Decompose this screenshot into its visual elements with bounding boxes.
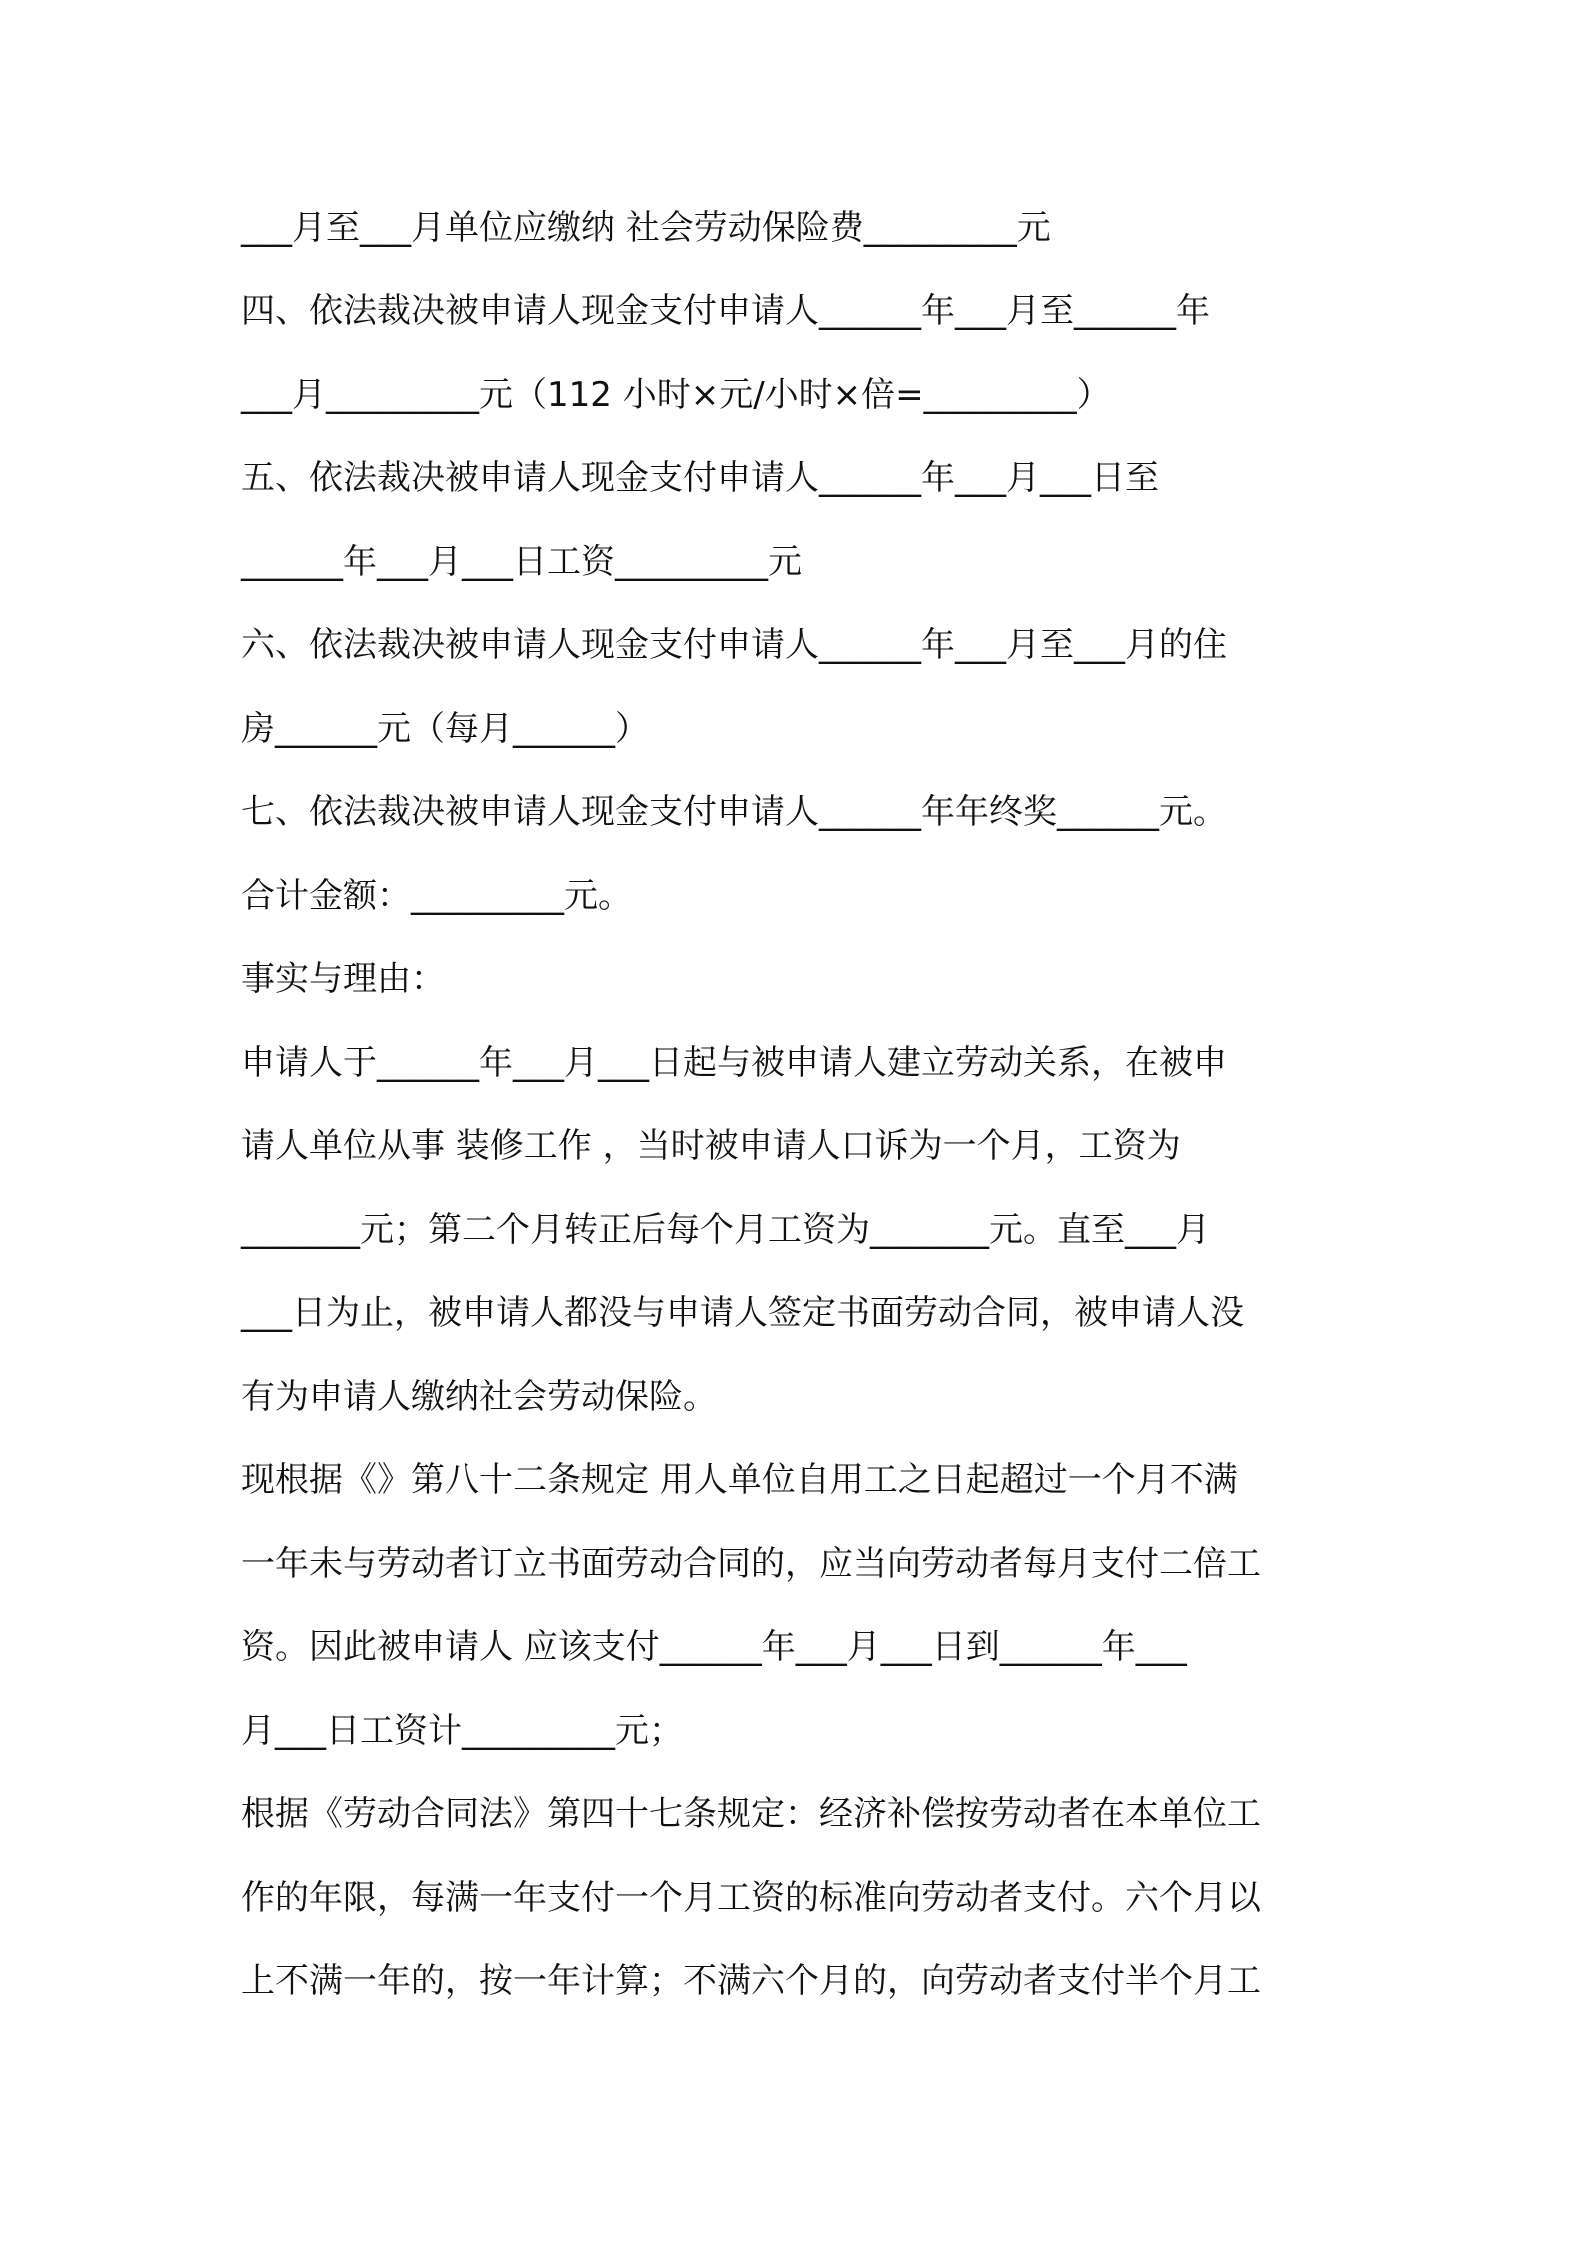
text-line-3: ___月_________元（112 小时×元/小时×倍=_________） bbox=[241, 375, 1111, 415]
text-line-14: ___日为止，被申请人都没与申请人签定书面劳动合同，被申请人没 bbox=[241, 1293, 1244, 1333]
text-line-2: 四、依法裁决被申请人现金支付申请人______年___月至______年 bbox=[241, 291, 1210, 331]
text-line-7: 房______元（每月______） bbox=[241, 709, 649, 749]
text-line-15: 有为申请人缴纳社会劳动保险。 bbox=[241, 1377, 717, 1417]
text-line-4: 五、依法裁决被申请人现金支付申请人______年___月___日至 bbox=[241, 458, 1159, 498]
text-line-18: 资。因此被申请人 应该支付______年___月___日到______年___ bbox=[241, 1627, 1187, 1667]
text-line-9: 合计金额：_________元。 bbox=[241, 876, 632, 916]
text-line-1: ___月至___月单位应缴纳 社会劳动保险费_________元 bbox=[241, 208, 1051, 248]
text-line-12: 请人单位从事 装修工作 ，当时被申请人口诉为一个月，工资为 bbox=[241, 1126, 1181, 1166]
text-line-13: _______元；第二个月转正后每个月工资为_______元。直至___月 bbox=[241, 1210, 1210, 1250]
text-line-5: ______年___月___日工资_________元 bbox=[241, 542, 802, 582]
text-line-11: 申请人于______年___月___日起与被申请人建立劳动关系，在被申 bbox=[241, 1043, 1227, 1083]
text-line-8: 七、依法裁决被申请人现金支付申请人______年年终奖______元。 bbox=[241, 792, 1227, 832]
text-line-6: 六、依法裁决被申请人现金支付申请人______年___月至___月的住 bbox=[241, 625, 1227, 665]
text-line-20: 根据《劳动合同法》第四十七条规定：经济补偿按劳动者在本单位工 bbox=[241, 1794, 1261, 1834]
text-line-22: 上不满一年的，按一年计算；不满六个月的，向劳动者支付半个月工 bbox=[241, 1961, 1261, 2001]
text-line-19: 月___日工资计_________元； bbox=[241, 1711, 683, 1751]
text-line-17: 一年未与劳动者订立书面劳动合同的，应当向劳动者每月支付二倍工 bbox=[241, 1544, 1261, 1584]
text-line-16: 现根据《》第八十二条规定 用人单位自用工之日起超过一个月不满 bbox=[241, 1460, 1238, 1500]
section-heading: 事实与理由： bbox=[241, 959, 445, 999]
text-line-21: 作的年限，每满一年支付一个月工资的标准向劳动者支付。六个月以 bbox=[241, 1878, 1261, 1918]
